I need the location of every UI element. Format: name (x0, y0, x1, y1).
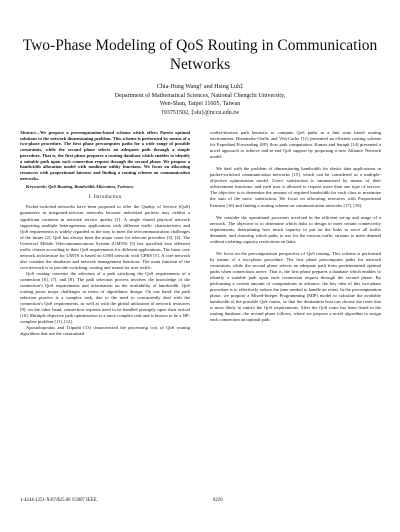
emails: †93751502, ‡slu}@nccu.edu.tw (160, 109, 240, 116)
keywords-text: QoS Routing, Bandwidth Allocation, Fairness (48, 184, 134, 190)
paper-title: Two-Phase Modeling of QoS Routing in Communication Networks (22, 37, 378, 73)
address: Wen-Shan, Taipei 11605, Taiwan (159, 101, 241, 108)
right-paragraph-3: We consider the operational processes involved in the efficient set-up and usage of a network. The objective is to determine which links to design to meet certain connectivity requirements, determining how much capacity to put on the links to serve all traffic demands, and choosing which paths to use for the various traffic streams to meet demand without violating capacity restrictions on links. (210, 214, 381, 244)
left-paragraph-2: QoS routing concerns the selection of a path satisfying the QoS requirements of a connection [6], [7], and [8]. The path selection process involves the knowledge of the connection's QoS requirements and information on the availability of bandwidth. QoS routing poses major challenges in terms of algorithmic design. On one hand, the path selection process is a complex task, due to the need to concurrently deal with the connection's QoS requirements, as well as with the global utilization of network resources [9]; on the other hand, connection requests need to be handled promptly upon their arrival [10]. Multiple objective path optimization is a more complex task and is known to be a NP-complete problem [11], [12]. (20, 270, 190, 325)
affiliation: Department of Mathematical Sciences, National Chengchi University, (114, 92, 286, 99)
footer-copyright: 1-4244-1251-X/07/$25.00 ©2007 IEEE. (20, 498, 98, 503)
right-paragraph-4: We focus on the precomputation perspective of QoS routing. This scheme is performed by means of a two-phase procedure. The first phase precomputes paths for network constraints, while the second phase selects an adequate path from predetermined optimal paths when connections arrive. That is, the first phase prepares a database which enables to identify a suitable path upon each connection request through the second phase. By performing a certain amount of computations in advance, the key idea of this two-phase procedure is to effectively reduce the time needed to handle an event. In the precomputation phase, we propose a Mixed-Integer Programming (MIP) model to calculate the available bandwidth of the possible QoS routes, so that the destination host can choose the route that is most likely to satisfy the QoS requirements. After the QoS route has been listed in the routing database, the second phase follows, where we propose a novel algorithm to assign each connection an optimal path. (210, 250, 381, 323)
section-heading-introduction: I. Introduction (88, 195, 122, 201)
abstract-label: Abstract (20, 130, 36, 135)
author-block (20, 83, 380, 117)
abstract (20, 130, 190, 181)
left-paragraph-3: Apostolopoulos and Tripathi [13] characterized the processing cost of QoS routing algorithms that use the constrained (20, 325, 190, 337)
right-paragraph-1: widest-shortest path heuristic to compute QoS paths in a link state based routing environment. Hernández-Orallo and Vila-Carbo [11] presented an efficient routing scheme for Expedited Forwarding (EF) flow path computation. Kumar and Saraph [14] presented a novel approach to achieve end-to-end QoS support by proposing a new Alliance Network model. (210, 130, 381, 160)
right-column (210, 130, 381, 323)
left-column (20, 130, 190, 337)
keywords-label: Keywords: (26, 184, 47, 190)
abstract-text: —We propose a precomputation-based scheme which offers Pareto optimal solutions to the network dimensioning problem. This scheme is performed by means of a two-phase procedure. The first phase precomputes paths for a wide range of possible constraints, while the second phase selects an adequate path through a simple procedure. That is, the first phase prepares a routing database which enables to identify a suitable path upon each connection request through the second phase. We propose a bandwidth allocation model with nonlinear utility functions. We focus on allocating resources with proportional fairness and finding a routing scheme on communication networks. (20, 130, 190, 181)
left-paragraph-1: Packet-switched networks have been proposed to offer the Quality of Service (QoS) guarantees in integrated-services networks because individual packets may exhibit a significant variation in network service quality [1]. A single shared physical network supporting multiple heterogeneous applications with different traffic characteristics and QoS requirements is widely regarded as the way to meet the telecommunication challenges of the future [2]. QoS has always been the major issue for telecom providers [3], [4]. The Universal Mobile Telecommunications System (UMTS) [5] has specified four different traffic classes according to their QoS requirements for different applications. The basic core network architecture for UMTS is based on GSM network with GPRS [5]. A core network also contains the databases and network management functions. The main function of the core network is to provide switching, routing and transit for user traffic. (20, 204, 190, 270)
author-names: Chia-Hung Wang† and Hsing Luh‡ (156, 84, 244, 90)
right-paragraph-2: We deal with the problem of dimensioning bandwidth for elastic data applications in packet-switched communication networks [15], which can be considered as a multiple-objective optimization model. Users' satisfaction is summarized by means of their achievement functions, and each user is allowed to request more than one type of service. The objective is to determine the amount of required bandwidth for each class to maximize the sum of the users' satisfaction. We focus on allocating resources with Proportional Fairness [16] and finding a routing scheme on communication networks [17], [18]. (210, 166, 381, 208)
page-number: 8210 (213, 498, 223, 503)
keywords (20, 184, 190, 190)
